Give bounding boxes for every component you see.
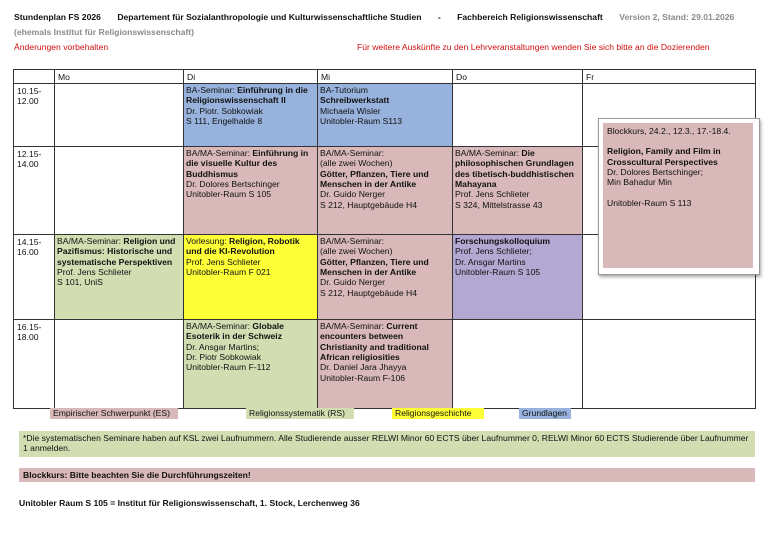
course-lecturer: Prof. Jens Schlieter; [455, 246, 532, 257]
grid-vline [54, 69, 55, 408]
course-type: Vorlesung: [186, 236, 229, 246]
course-lecturer: Dr. Dolores Bertschinger [186, 178, 280, 189]
grid-vline [317, 69, 318, 408]
course-lecturer: Prof. Jens Schlieter [455, 189, 530, 200]
course-title: Schreibwerkstatt [320, 95, 390, 106]
course-title: Globale Esoterik in der Schweiz [186, 321, 284, 342]
changes-notice: Änderungen vorbehalten [14, 42, 109, 52]
course-lecturer: Dr. Guido Nerger [320, 189, 385, 200]
day-header-fr: Fr [586, 72, 595, 82]
grid-hline [13, 69, 756, 70]
time-slot-3: 14.15- 16.00 [17, 237, 42, 258]
legend-rs: Religionssystematik (RS) [246, 408, 354, 419]
time-slot-4: 16.15- 18.00 [17, 322, 42, 343]
schedule-title: Stundenplan FS 2026 [14, 12, 101, 22]
day-header-do: Do [456, 72, 467, 82]
version-info: Version 2, Stand: 29.01.2026 [619, 12, 735, 22]
course-note: (alle zwei Wochen) [320, 246, 393, 257]
blockkurs-lecturer: Dr. Dolores Bertschinger; [607, 166, 703, 177]
time-slot-1: 10.15- 12.00 [17, 86, 42, 107]
course-cell-do-3 [452, 234, 582, 319]
course-type: BA/MA-Seminar: [320, 321, 387, 331]
grid-vline [13, 69, 14, 408]
course-note: (alle zwei Wochen) [320, 158, 393, 169]
legend-es: Empirischer Schwerpunkt (ES) [50, 408, 178, 419]
contact-notice: Für weitere Auskünfte zu den Lehrveranstaltungen wenden Sie sich bitte an die Dozierenden [357, 42, 710, 52]
course-title: Religion, Robotik und die KI-Revolution [186, 236, 300, 257]
course-lecturer-2: Dr. Ansgar Martins [455, 256, 526, 267]
day-header-mi: Mi [321, 72, 331, 82]
course-title: Einführung in die visuelle Kultur des Buddhismus [186, 148, 309, 179]
course-lecturer-2: Dr. Piotr Sobkowiak [186, 351, 261, 362]
legend-rg: Religionsgeschichte [392, 408, 484, 419]
course-title: Current encounters between Christianity and traditional African religiosities [320, 321, 429, 362]
course-lecturer: Prof. Jens Schlieter [57, 266, 132, 277]
course-title: Forschungskolloquium [455, 236, 551, 246]
course-title: Götter, Pflanzen, Tiere und Menschen in der Antike [320, 168, 429, 189]
course-lecturer: Dr. Daniel Jara Jhayya [320, 362, 407, 373]
fachbereich-name: Fachbereich Religionswissenschaft [457, 12, 603, 22]
department-name: Departement für Sozialanthropologie und Kulturwissenschaftliche Studien [117, 12, 422, 22]
course-lecturer: Michaela Wisler [320, 105, 381, 116]
course-room: S 212, Hauptgebäude H4 [320, 199, 417, 210]
blockkurs-room: Unitobler-Raum S 113 [607, 197, 692, 208]
course-title: Einführung in die Religionswissenschaft II [186, 85, 308, 106]
course-room: Unitobler-Raum S 105 [455, 266, 541, 277]
grid-vline [452, 69, 453, 408]
blockkurs-note: Blockkurs: Bitte beachten Sie die Durchführungszeiten! [19, 468, 755, 482]
course-cell-mi-4 [317, 319, 452, 408]
course-cell-mi-1 [317, 83, 452, 146]
course-room: Unitobler-Raum F-112 [186, 362, 271, 373]
blockkurs-title: Religion, Family and Film in Crosscultural Perspectives [607, 146, 721, 167]
course-type: BA-Tutorium [320, 85, 368, 95]
legend-gl: Grundlagen [519, 408, 571, 419]
page-header [14, 12, 748, 22]
blockkurs-cell [603, 123, 753, 268]
course-title: Götter, Pflanzen, Tiere und Menschen in der Antike [320, 256, 429, 277]
course-cell-di-3 [183, 234, 317, 319]
footer-room-note: Unitobler Raum S 105 = Institut für Religionswissenschaft, 1. Stock, Lerchenweg 36 [19, 498, 360, 508]
course-cell-mi-3 [317, 234, 452, 319]
course-type: BA/MA-Seminar: [320, 236, 384, 246]
course-room: S 212, Hauptgebäude H4 [320, 287, 417, 298]
course-cell-mo-3 [54, 234, 183, 319]
course-room: Unitobler-Raum S113 [320, 115, 402, 126]
course-cell-mi-2 [317, 146, 452, 234]
grid-hline [13, 83, 756, 84]
day-header-mo: Mo [58, 72, 70, 82]
ksl-note: *Die systematischen Seminare haben auf KSL zwei Laufnummern. Alle Studierende ausser RELWI Minor 60 ECTS über Laufnummer 0, RELWI Minor 60 ECTS Studierende über Laufnummer 1 anmelden. [19, 431, 755, 457]
blockkurs-dates: Blockkurs, 24.2., 12.3., 17.-18.4. [607, 126, 731, 136]
course-room: S 111, Engelhalde 8 [186, 115, 263, 126]
course-type: BA/MA-Seminar: [186, 321, 253, 331]
course-type: BA/MA-Seminar: [57, 236, 124, 246]
course-lecturer: Dr. Piotr. Sobkowiak [186, 105, 263, 116]
course-cell-di-2 [183, 146, 317, 234]
course-lecturer: Prof. Jens Schlieter [186, 256, 261, 267]
course-lecturer: Dr. Ansgar Martins; [186, 341, 260, 352]
former-name: (ehemals Institut für Religionswissenschaft) [14, 27, 195, 37]
course-room: Unitobler-Raum F 021 [186, 266, 271, 277]
grid-hline [13, 319, 756, 320]
course-room: S 324, Mittelstrasse 43 [455, 199, 543, 210]
blockkurs-box [598, 118, 760, 275]
time-slot-2: 12.15- 14.00 [17, 149, 42, 170]
day-header-di: Di [187, 72, 196, 82]
course-title: Die philosophischen Grundlagen des tibetisch-buddhistischen Mahayana [455, 148, 574, 189]
grid-vline [183, 69, 184, 408]
grid-vline [582, 69, 583, 408]
course-type: BA/MA-Seminar: [320, 148, 384, 158]
course-cell-di-4 [183, 319, 317, 408]
course-type: BA/MA-Seminar: [455, 148, 522, 158]
header-separator: - [437, 12, 441, 22]
course-type: BA/MA-Seminar: [186, 148, 253, 158]
course-cell-do-2 [452, 146, 582, 234]
course-title: Religion und Pazifismus: Historische und systematische Perspektiven [57, 236, 176, 267]
blockkurs-lecturer-2: Min Bahadur Min [607, 177, 672, 188]
course-room: S 101, UniS [57, 277, 103, 288]
course-room: Unitobler-Raum F-106 [320, 372, 406, 383]
course-cell-di-1 [183, 83, 317, 146]
course-lecturer: Dr. Guido Nerger [320, 277, 385, 288]
course-room: Unitobler-Raum S 105 [186, 189, 272, 200]
course-type: BA-Seminar: [186, 85, 238, 95]
